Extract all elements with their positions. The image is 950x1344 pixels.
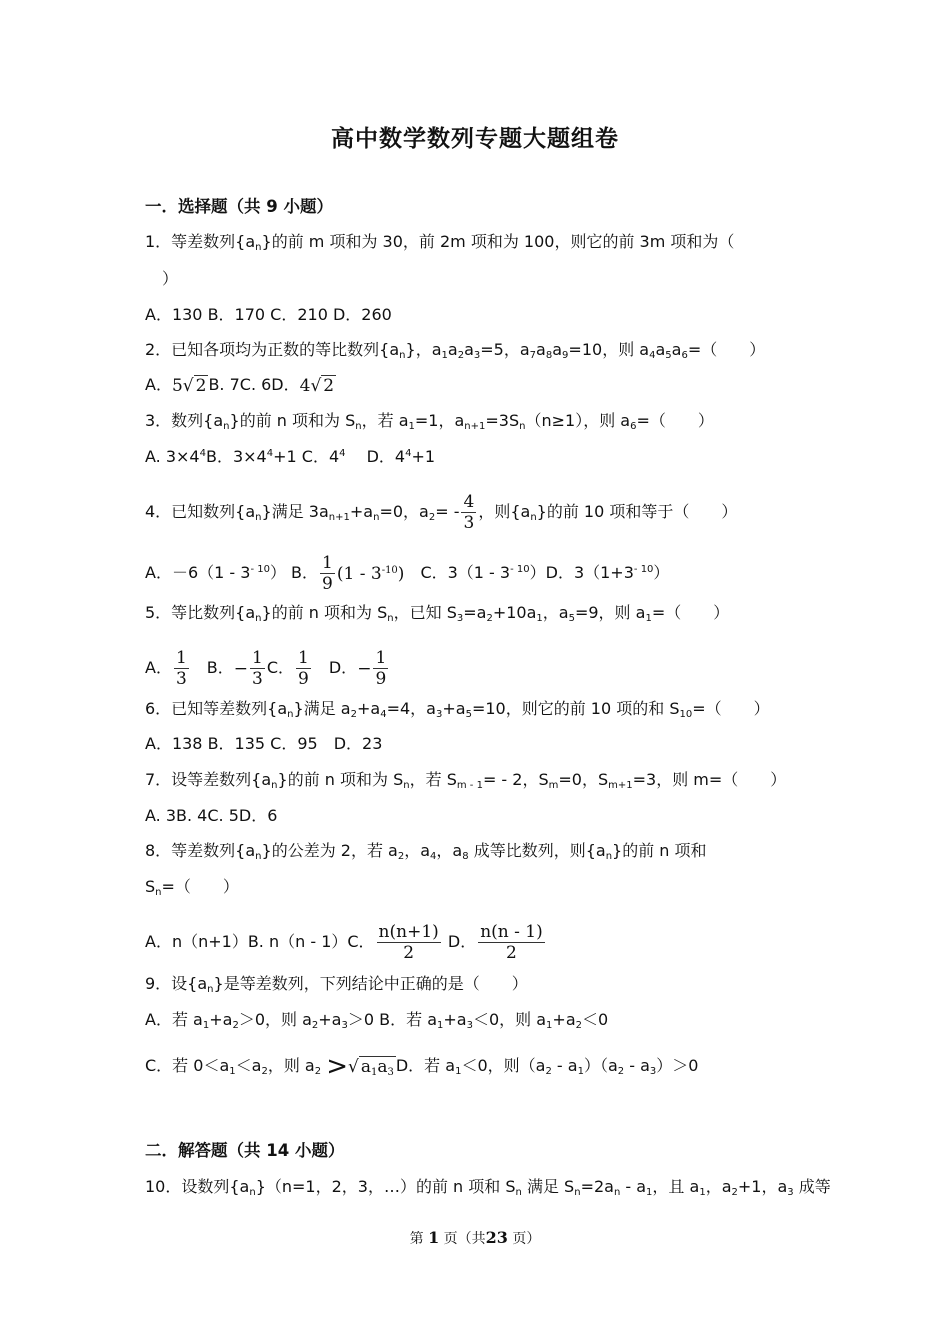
question-2-options: A．5√ 2 B. 7C. 6D．4√ 2 [145, 375, 335, 396]
question-5-options: A． $\frac{1}{3}$ B．− $\frac{1}{3}$ C． $\frac{1}{9}$ D．− $\frac{1}{9}$ [145, 648, 387, 689]
question-8-options: A．n（n+1）B. n（n - 1）C． $\frac{n(n+1)}{2}$ D． $\frac{n(n - 1)}{2}$ [145, 922, 543, 963]
question-6-options: A．138 B．135 C．95 D．23 [145, 734, 383, 753]
section-heading-choice: 一．选择题（共 9 小题） [145, 197, 333, 216]
question-4: 4．已知数列$\{a_n\}$满足 $3a_{n+1}+a_n=0$，$a_2=$ - $\frac{4}{3}$ ，则$\{a_n\}$的前 10 项和等于（ ） [145, 492, 738, 533]
question-9: 9．设$\{a_n\}$是等差数列，下列结论中正确的是（ ） [145, 974, 528, 995]
question-4-options: A．$-6(1 - 3^{- 10})$ B． $\frac{1}{9}$ $(1 - 3^{-10})$ C．$3(1 - 3^{- 10})D$．$3(1+3^{- 10})$ [145, 553, 670, 594]
question-2: 2．已知各项均为正数的等比数列$\{a_n\}$，$a_1a_2a_3=5$，$a_7a_8a_9=10$，则 $a_4a_5a_6=$（ ） [145, 340, 766, 361]
footer-total-pages: 23 [485, 1228, 508, 1247]
question-8-cont: $S_n=$（ ） [145, 877, 239, 898]
question-8: 8．等差数列$\{a_n\}$的公差为 2，若 $a_2$，$a_4$，$a_8$ 成等比数列，则$\{a_n\}$的前 n 项和 [145, 841, 707, 862]
question-6: 6．已知等差数列$\{a_n\}$满足 $a_2+a_4=4$，$a_3+a_5=10$，则它的前 10 项的和 $S_{10}=$（ ） [145, 699, 770, 720]
math-sqrt-a1-a3: √ $a_1a_3$ [347, 1056, 394, 1078]
question-1-cont: ） [162, 269, 179, 288]
question-1-options: A．130 B．170 C．210 D．260 [145, 305, 392, 324]
page-title: 高中数学数列专题大题组卷 [331, 125, 619, 152]
section-heading-answer: 二．解答题（共 14 小题） [145, 1141, 345, 1160]
math-fraction-1-9: $\frac{1}{9}$ [322, 553, 333, 594]
page-footer [0, 1228, 950, 1248]
question-9-options-ab: A．若 $a_1+a_2>0$，则 $a_2+a_3>0$ B．若 $a_1+a_3<0$，则 $a_1+a_2<0$ [145, 1010, 609, 1031]
question-3: 3．数列$\{a_n\}$的前 n 项和为 $S_n$，若 $a_1=1$，$a_{n+1}=3S_n(n\ge 1)$，则 $a_6=$（ ） [145, 411, 714, 432]
question-9-options-cd: C．若 $0<a_1<a_2$，则 $a_2$ >√ $a_1a_3$ D．若 $a_1<0$，则$(a_2 - a_1)(a_2 - a_3)>0$ [145, 1051, 699, 1082]
footer-suffix: 页） [512, 1231, 541, 1247]
question-1: 1．等差数列$\{a_n\}$的前 m 项和为 30，前 2m 项和为 100，则它的前 3m 项和为（ [145, 232, 735, 253]
footer-prefix: 第 [409, 1231, 424, 1247]
math-fraction-n-n-plus-1-over-2: $\frac{n(n+1)}{2}$ [378, 922, 439, 963]
math-fraction-1-3: $\frac{1}{3}$ [175, 648, 187, 689]
math-fraction-1-9-c: $\frac{1}{9}$ [298, 648, 309, 689]
question-7-options: A. 3B. 4C. 5D．6 [145, 806, 278, 825]
question-10: 10．设数列$\{a_n\}(n=1$，2，3，…）的前 n 项和 $S_n$ 满足 $S_n=2a_n - a_1$，且 $a_1$，$a_2+1$，$a_3$ 成等 [145, 1177, 831, 1198]
math-fraction-4-3: $\frac{4}{3}$ [463, 492, 475, 533]
math-fraction-neg-1-9: $\frac{1}{9}$ [375, 648, 387, 689]
question-5: 5．等比数列$\{a_n\}$的前 n 项和为 $S_n$，已知 $S_3=a_2+10a_1$，$a_5=9$，则 $a_1=$（ ） [145, 603, 730, 624]
math-5-sqrt2: 5√ 2 [171, 375, 207, 396]
math-4-sqrt2: 4√ 2 [299, 375, 335, 396]
question-7: 7．设等差数列$\{a_n\}$的前 n 项和为 $S_n$，若 $S_{m - 1}= - 2$，$S_m=0$，$S_{m+1}=3$，则 m=（ ） [145, 770, 787, 791]
question-3-options: A. $3\times 4^4B$．$3\times 4^4+1$ C．$4^4$ D．$4^4+1$ [145, 447, 436, 466]
footer-mid: 页（共 [443, 1231, 486, 1247]
math-fraction-neg-1-3: $\frac{1}{3}$ [252, 648, 263, 689]
math-fraction-n-n-minus-1-over-2: $\frac{n(n - 1)}{2}$ [480, 922, 543, 963]
footer-page-number: 1 [428, 1228, 440, 1247]
